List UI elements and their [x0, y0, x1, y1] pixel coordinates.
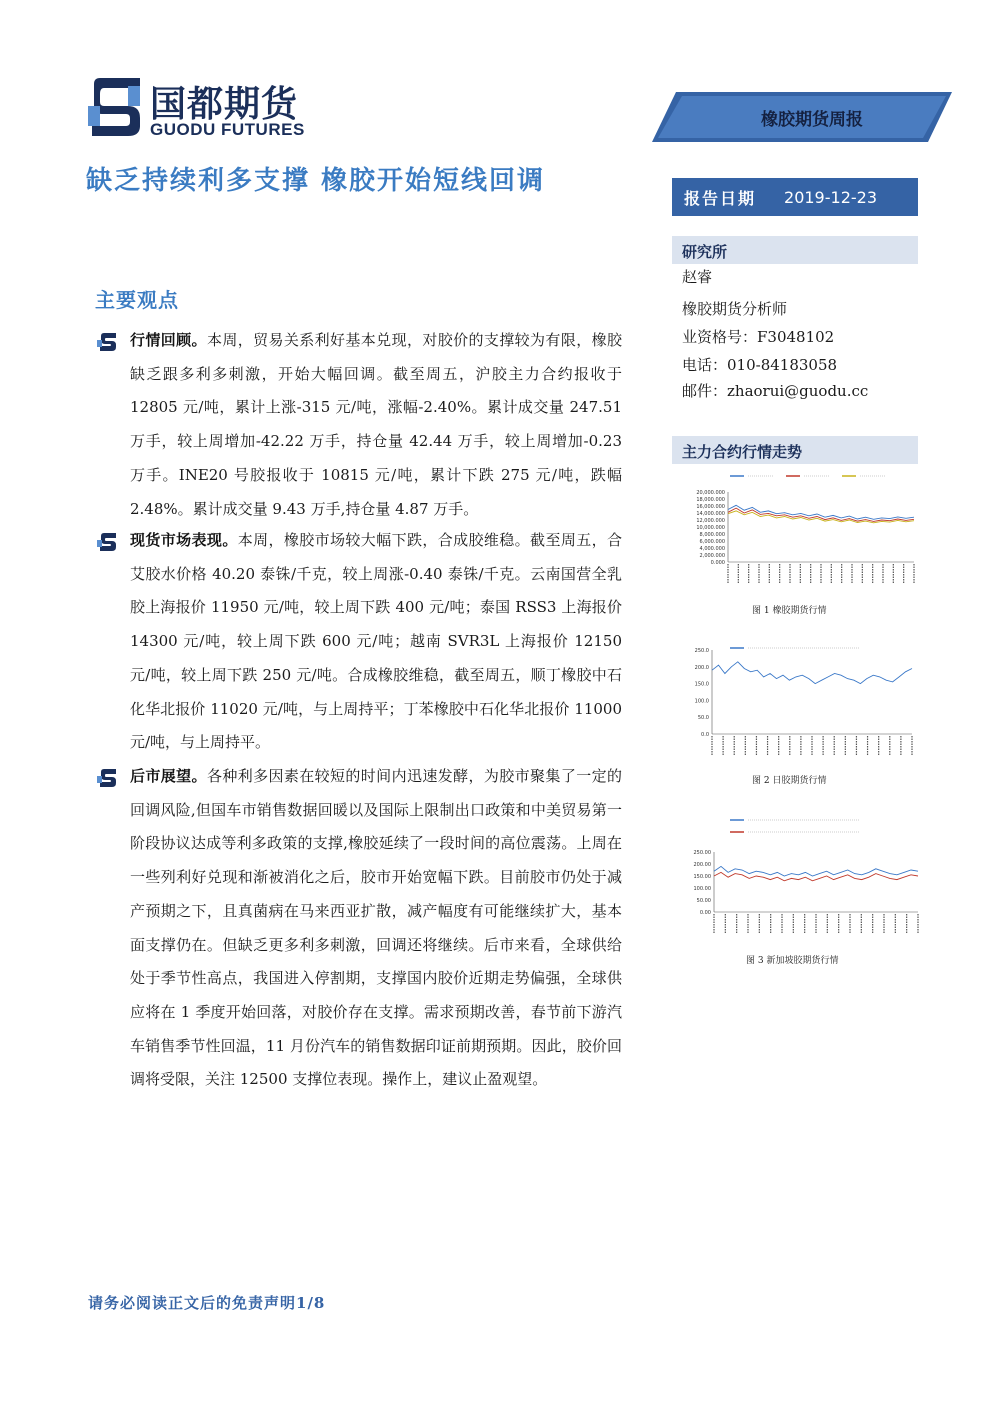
y-tick-label: 4,000.000	[699, 546, 725, 552]
institute-heading: 研究所	[672, 236, 918, 264]
banner-label: 橡胶期货周报	[761, 109, 863, 130]
logo-chinese-name: 国都期货	[150, 84, 299, 125]
bullet-icon	[97, 531, 119, 553]
main-view-heading: 主要观点	[95, 288, 179, 312]
y-tick-label: 18,000.000	[696, 497, 725, 503]
series-line	[712, 662, 912, 684]
y-tick-label: 50.00	[696, 898, 711, 904]
y-tick-label: 50.0	[697, 715, 709, 722]
y-tick-label: 150.0	[694, 681, 709, 688]
bullet-icon	[97, 767, 119, 789]
report-date-value: 2019-12-23	[784, 187, 877, 207]
y-tick-label: 200.0	[694, 664, 709, 671]
figure-caption: 图 1 橡胶期货行情	[752, 606, 827, 616]
section-body: 本周，贸易关系利好基本兑现，对胶价的支撑较为有限，橡胶缺乏跟多利多刺激，开始大幅回调。截至周五，沪胶主力合约报收于 12805 元/吨，累计上涨-315 元/吨，涨幅-2.40%。累计成交量 247.51 万手，较上周增加-42.22 万手，持仓量 42.44 万手，较上周增加-0.23 万手。INE20 号胶报收于 10815 元/吨，累计下跌 275 元/吨，跌幅 2.48%。累计成交量 9.43 万手,持仓量 4.87 万手。	[130, 331, 622, 518]
analyst-name: 赵睿	[682, 268, 713, 286]
y-tick-label: 250.0	[694, 648, 709, 654]
section-body: 各种利多因素在较短的时间内迅速发酵，为胶市聚集了一定的回调风险,但国车市销售数据回暖以及国际上限制出口政策和中美贸易第一阶段协议达成等利多政策的支撑,橡胶延续了一段时间的高位震荡。上周在一些列利好兑现和渐被消化之后，胶市开始宽幅下跌。目前胶市仍处于减产预期之下，且真菌病在马来西亚扩散，减产幅度有可能继续扩大，基本面支撑仍在。但缺乏更多利多刺激，回调还将继续。后市来看，全球供给处于季节性高点，我国进入停割期，支撑国内胶价近期走势偏强，全球供应将在 1 季度开始回落，对胶价存在支撑。需求预期改善，春节前下游汽车销售季节性回温，11 月份汽车的销售数据印证前期预期。因此，胶价回调将受限，关注 12500 支撑位表现。操作上，建议止盈观望。	[130, 767, 622, 1089]
figure-caption: 图 2 日胶期货行情	[752, 776, 827, 786]
section-spot-market	[130, 524, 622, 760]
chart-rubber-futures	[680, 470, 920, 598]
y-tick-label: 14,000.000	[696, 511, 725, 517]
guodu-logo	[88, 76, 338, 140]
logo-english-name: GUODU FUTURES	[150, 120, 305, 139]
series-line	[714, 872, 918, 880]
y-tick-label: 20,000.000	[696, 490, 725, 496]
report-title: 缺乏持续利多支撑 橡胶开始短线回调	[86, 166, 546, 196]
y-tick-label: 200.00	[693, 862, 711, 868]
disclaimer-footer: 请务必阅读正文后的免责声明1/8	[88, 1294, 326, 1312]
analyst-email[interactable]: 邮件：zhaorui@guodu.cc	[682, 382, 869, 400]
report-type-banner	[652, 92, 952, 142]
chart-japan-rubber	[680, 636, 920, 768]
bullet-icon	[97, 331, 119, 353]
section-market-review	[130, 324, 622, 526]
y-tick-label: 0.000	[710, 560, 725, 566]
y-tick-label: 0.00	[699, 910, 711, 916]
report-date-label: 报告日期	[684, 188, 757, 208]
section-title: 后市展望。	[130, 767, 207, 785]
chart-singapore-rubber	[680, 812, 920, 948]
y-tick-label: 0.0	[701, 732, 709, 738]
y-tick-label: 8,000.000	[699, 532, 725, 538]
y-tick-label: 100.00	[693, 886, 711, 892]
logo-mark-icon	[88, 76, 144, 138]
y-tick-label: 10,000.000	[696, 525, 725, 531]
series-line	[714, 866, 918, 876]
analyst-role: 橡胶期货分析师	[682, 300, 788, 318]
y-tick-label: 250.00	[693, 850, 711, 856]
section-outlook	[130, 760, 622, 1097]
analyst-phone: 电话：010-84183058	[682, 356, 838, 374]
report-date-box	[672, 178, 918, 216]
y-tick-label: 16,000.000	[696, 504, 725, 510]
analyst-license: 业资格号：F3048102	[682, 328, 835, 346]
series-line	[728, 511, 914, 523]
y-tick-label: 12,000.000	[696, 518, 725, 524]
section-title: 现货市场表现。	[130, 531, 238, 549]
trend-heading: 主力合约行情走势	[672, 436, 918, 464]
y-tick-label: 100.0	[694, 698, 709, 705]
y-tick-label: 6,000.000	[699, 539, 725, 545]
y-tick-label: 150.00	[693, 874, 711, 880]
section-body: 本周，橡胶市场较大幅下跌，合成胶维稳。截至周五，合艾胶水价格 40.20 泰铢/千克，较上周涨-0.40 泰铢/千克。云南国营全乳胶上海报价 11950 元/吨，较上周下跌 400 元/吨；泰国 RSS3 上海报价 14300 元/吨，较上周下跌 600 元/吨；越南 SVR3L 上海报价 12150 元/吨，较上周下跌 250 元/吨。合成橡胶维稳，截至周五，顺丁橡胶中石化华北报价 11020 元/吨，与上周持平；丁苯橡胶中石化华北报价 11000 元/吨，与上周持平。	[130, 531, 622, 752]
figure-caption: 图 3 新加坡胶期货行情	[746, 956, 839, 966]
section-title: 行情回顾。	[130, 331, 207, 349]
y-tick-label: 2,000.000	[699, 553, 725, 559]
